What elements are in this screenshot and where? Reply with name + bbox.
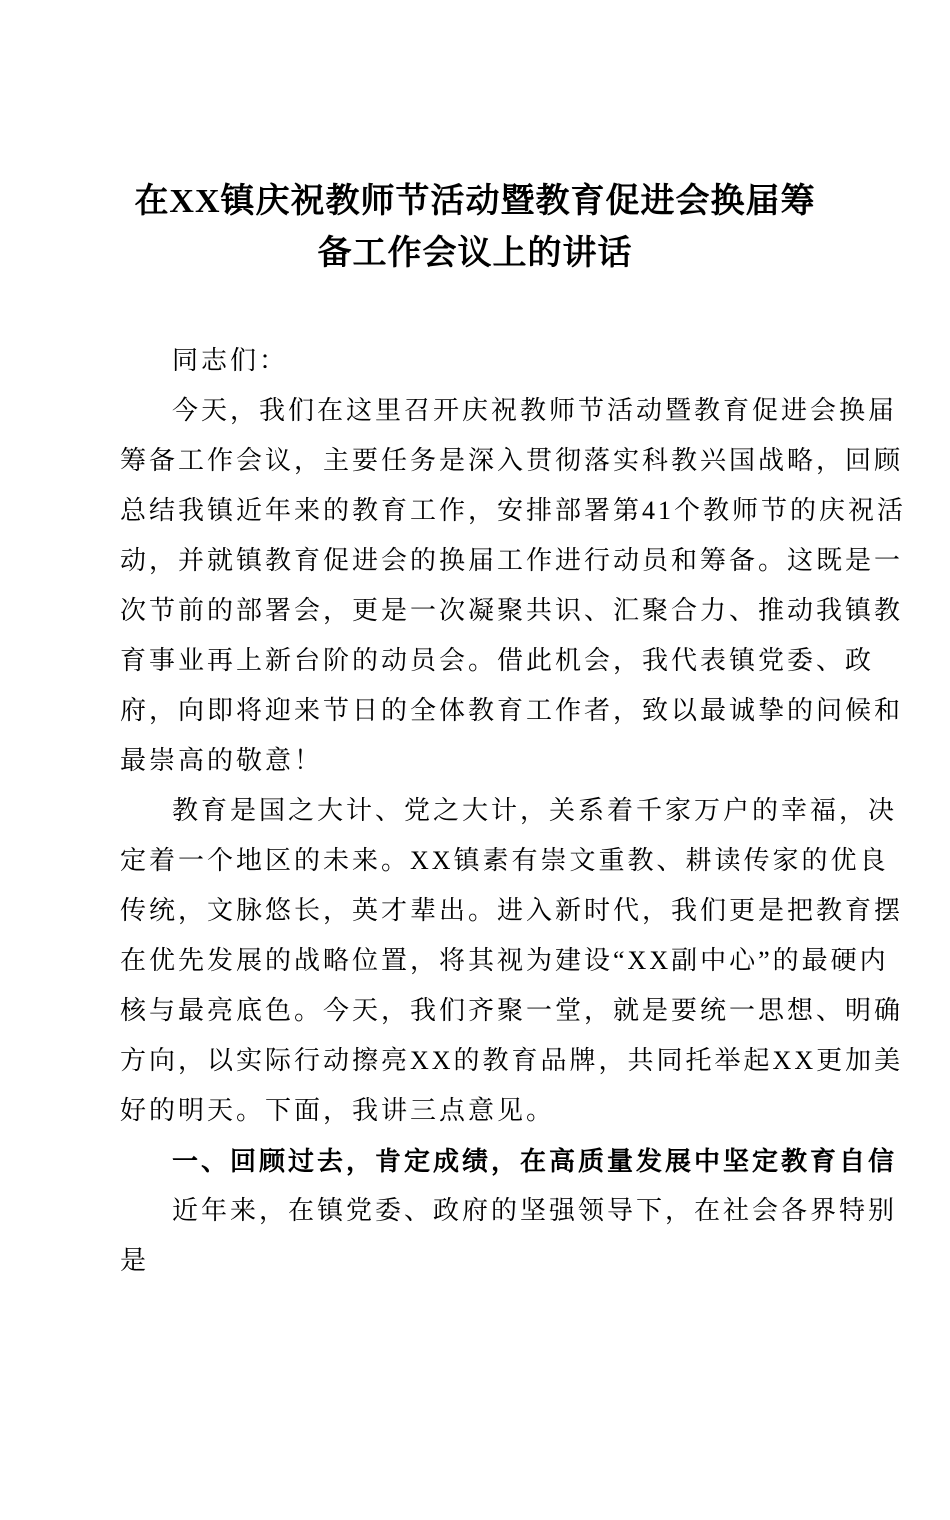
document-title-line: 在XX镇庆祝教师节活动暨教育促进会换届筹 [134, 183, 816, 220]
paragraph: 教育是国之大计、党之大计，关系着千家万户的幸福，决定着一个地区的未来。XX镇素有崇文重教、耕读传家的优良传统，文脉悠长，英才辈出。进入新时代，我们更是把教育摆在优先发展的战略位置，将其视为建设“XX副中心”的最硬内核与最亮底色。今天，我们齐聚一堂，就是要统一思想、明确方向，以实际行动擦亮XX的教育品牌，共同托举起XX更加美好的明天。下面，我讲三点意见。 [120, 796, 904, 1125]
document-body [120, 336, 910, 1286]
paragraph: 近年来，在镇党委、政府的坚强领导下，在社会各界特别是 [120, 1196, 898, 1275]
document-title-line: 备工作会议上的讲话 [317, 235, 633, 272]
paragraph: 一、回顾过去，肯定成绩，在高质量发展中坚定教育自信 [172, 1146, 898, 1176]
paragraph: 今天，我们在这里召开庆祝教师节活动暨教育促进会换届筹备工作会议，主要任务是深入贯彻落实科教兴国战略，回顾总结我镇近年来的教育工作，安排部署第41个教师节的庆祝活动，并就镇教育促进会的换届工作进行动员和筹备。这既是一次节前的部署会，更是一次凝聚共识、汇聚合力、推动我镇教育事业再上新台阶的动员会。借此机会，我代表镇党委、政府，向即将迎来节日的全体教育工作者，致以最诚挚的问候和最崇高的敬意！ [120, 396, 907, 775]
paragraph: 同志们： [172, 346, 289, 375]
document-title [55, 176, 895, 280]
document-page [0, 176, 950, 1520]
